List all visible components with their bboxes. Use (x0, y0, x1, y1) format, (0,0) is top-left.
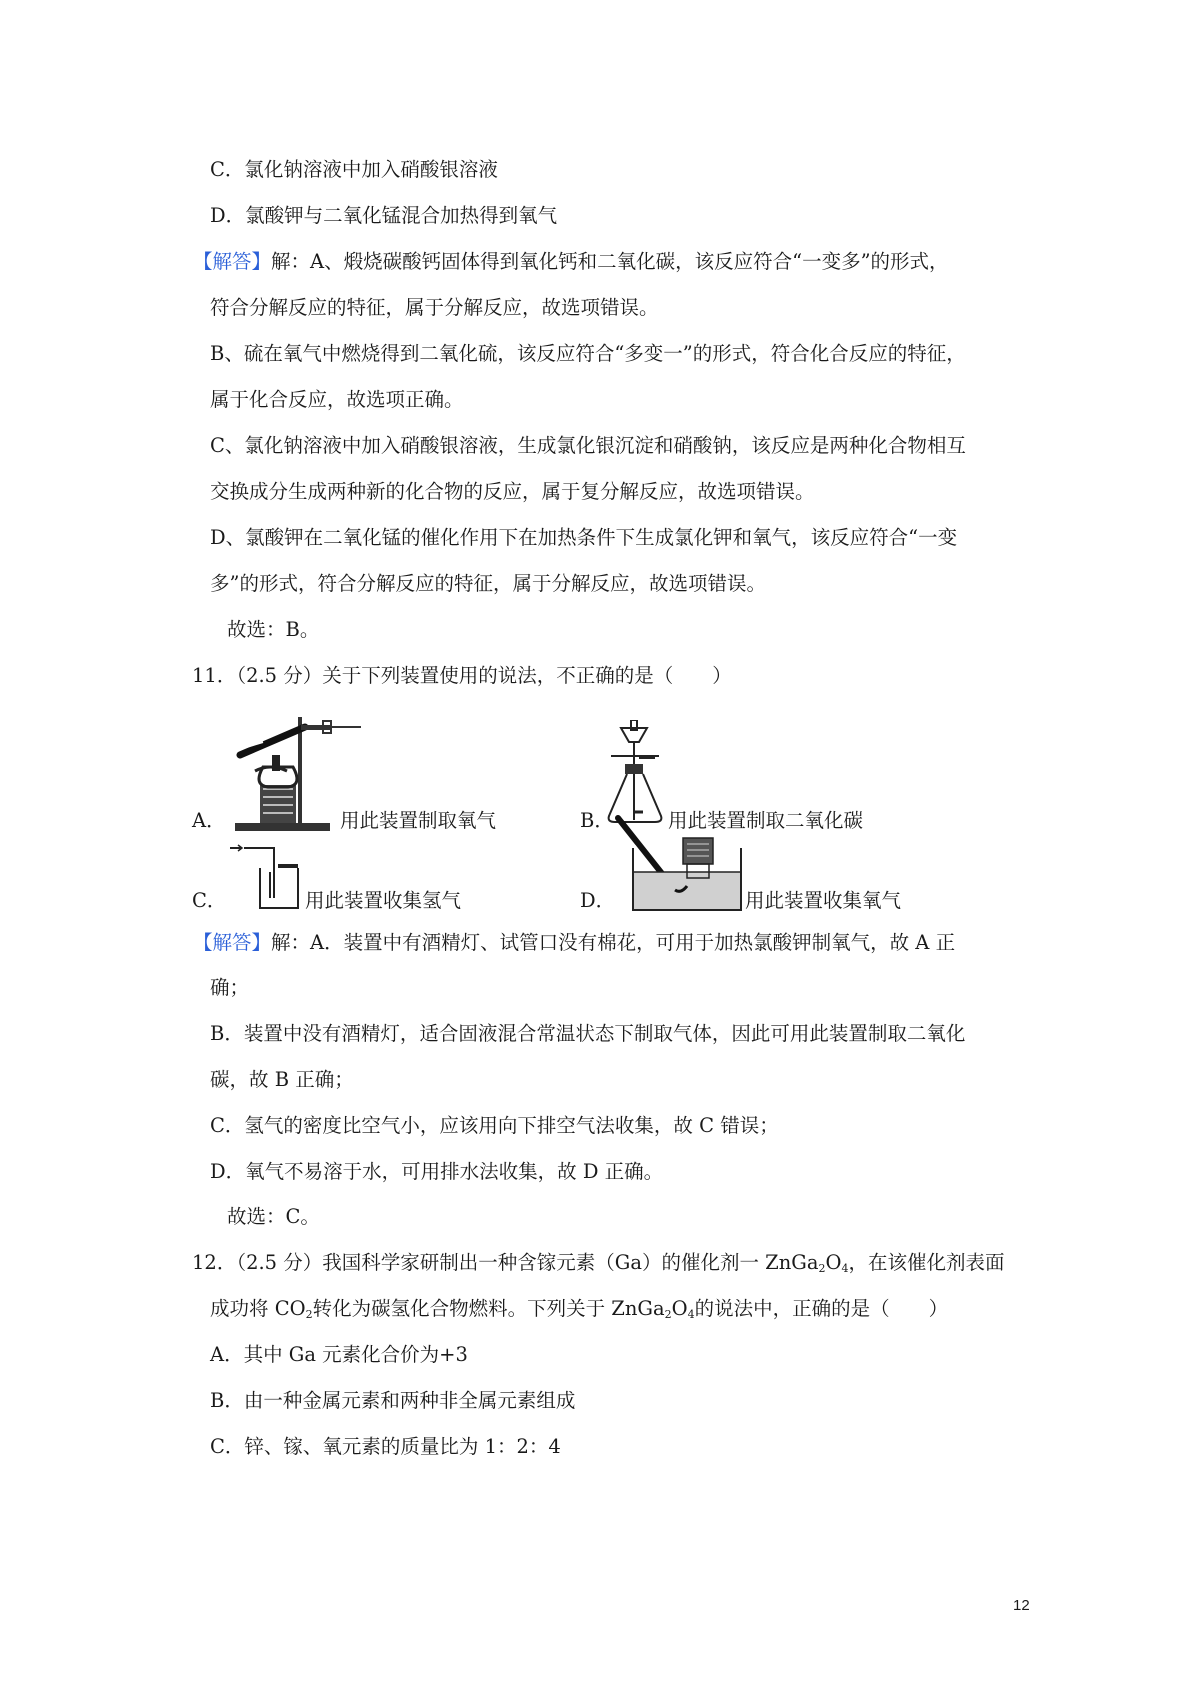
q11-answer-line-6: D．氧气不易溶于水，可用排水法收集，故 D 正确。 (210, 1160, 664, 1183)
q11-answer-line-5: C．氢气的密度比空气小，应该用向下排空气法收集，故 C 错误； (210, 1114, 779, 1137)
q10-answer-line-2: 符合分解反应的特征，属于分解反应，故选项错误。 (210, 296, 659, 319)
page-number: 12 (1013, 1597, 1030, 1614)
q10-answer-line-5: C、氯化钠溶液中加入硝酸银溶液，生成氯化银沉淀和硝酸钠，该反应是两种化合物相互 (210, 434, 966, 457)
q11-final-answer: 故选：C。 (227, 1205, 320, 1228)
q11-option-a-label: A． (192, 809, 226, 832)
q11-option-b-label: B． (580, 809, 614, 832)
q11-option-d-label: D． (580, 889, 616, 912)
q10-answer-line-6: 交换成分生成两种新的化合物的反应，属于复分解反应，故选项错误。 (210, 480, 815, 503)
q11-option-b-text: 用此装置制取二氧化碳 (668, 809, 864, 832)
q11-answer-line-2: 确； (210, 976, 250, 999)
q11-option-c-text: 用此装置收集氢气 (305, 889, 462, 912)
q10-answer-line-7: D、氯酸钾在二氧化锰的催化作用下在加热条件下生成氯化钾和氧气，该反应符合“一变 (210, 526, 958, 549)
q12-stem-line-2: 成功将 $CO_2$转化为碳氢化合物燃料。下列关于 $ZnGa_2O_4$的说法中，正确的是（ ） (210, 1297, 949, 1321)
q11-answer-line-1: 【解答】解：A．装置中有酒精灯、试管口没有棉花，可用于加热氯酸钾制氧气，故 A 正 (193, 931, 956, 954)
q10-final-answer: 故选：B。 (227, 618, 320, 641)
q10-option-c: C．氯化钠溶液中加入硝酸银溶液 (210, 158, 498, 181)
q11-option-c-label: C． (192, 889, 227, 912)
q10-answer-line-8: 多”的形式，符合分解反应的特征，属于分解反应，故选项错误。 (210, 572, 766, 595)
q10-answer-line-1: 【解答】解：A、煅烧碳酸钙固体得到氧化钙和二氧化碳，该反应符合“一变多”的形式， (193, 250, 949, 273)
q11-answer-line-3: B．装置中没有酒精灯，适合固液混合常温状态下制取气体，因此可用此装置制取二氧化 (210, 1022, 966, 1045)
q12-stem-line-1: 12．（2.5 分）我国科学家研制出一种含镓元素（Ga）的催化剂一 $ZnGa_2O_4$，在该催化剂表面 (192, 1251, 1005, 1275)
q11-option-d-text: 用此装置收集氧气 (745, 889, 902, 912)
figure-c-gas-bottle (230, 842, 305, 912)
q12-option-a: A．其中 Ga 元素化合价为+3 (210, 1343, 468, 1366)
q11-stem: 11．（2.5 分）关于下列装置使用的说法，不正确的是（ ） (192, 664, 732, 687)
answer-tag: 【解答】 (193, 250, 272, 273)
q11-option-a-text: 用此装置制取氧气 (340, 809, 497, 832)
q12-option-b: B．由一种金属元素和两种非全属元素组成 (210, 1389, 576, 1412)
q11-answer-line-4: 碳，故 B 正确； (210, 1068, 354, 1091)
q10-option-d: D．氯酸钾与二氧化锰混合加热得到氧气 (210, 204, 558, 227)
figure-d-water-trough (613, 810, 743, 912)
answer-tag: 【解答】 (193, 931, 272, 954)
q12-option-c: C．锌、镓、氧元素的质量比为 1：2：4 (210, 1435, 561, 1458)
q10-answer-line-3: B、硫在氧气中燃烧得到二氧化硫，该反应符合“多变一”的形式，符合化合反应的特征， (210, 342, 966, 365)
q10-answer-line-4: 属于化合反应，故选项正确。 (210, 388, 464, 411)
